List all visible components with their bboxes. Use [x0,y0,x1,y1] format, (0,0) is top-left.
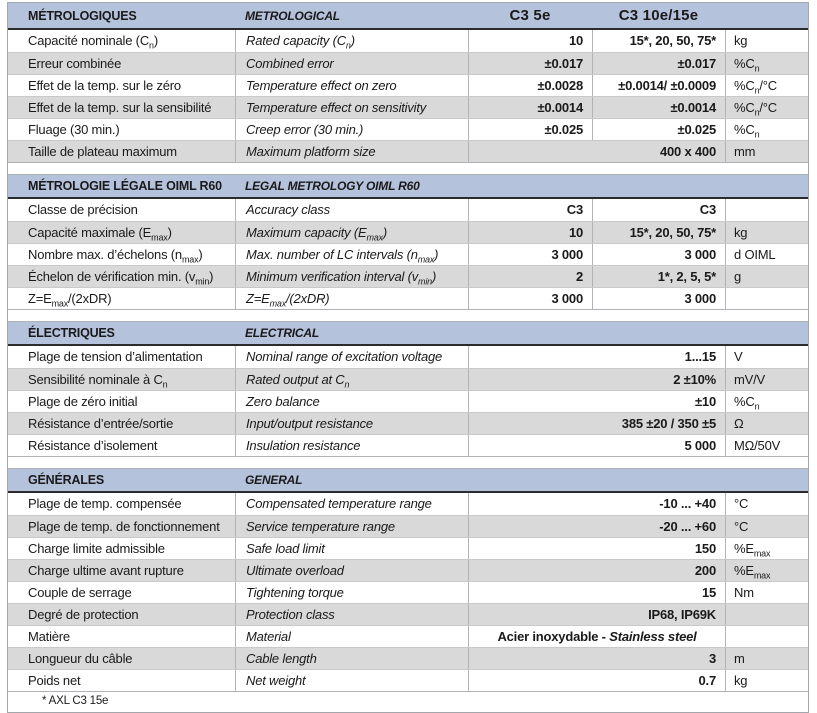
row-label-fr: Plage de temp. de fonctionnement [28,519,220,534]
row-value-model-1: ±0.017 [468,53,592,74]
row-label-fr: Échelon de vérification min. $(v_{min})$ [28,269,214,287]
row-unit: $\%C_n$ [725,53,808,74]
section-title-fr: MÉTROLOGIQUES [28,8,137,23]
row-unit: kg [725,222,808,243]
table-row [8,559,808,581]
table-row [8,96,808,118]
row-unit [725,199,808,221]
row-label-fr: Longueur du câble [28,651,133,666]
table-row [8,243,808,265]
table-row [8,390,808,412]
row-unit: $\%E_{max}$ [725,538,808,559]
row-unit: $\%E_{max}$ [725,560,808,581]
row-value-model-1: ±0.0028 [468,75,592,96]
row-value: 3 [468,648,725,669]
row-value: 0.7 [468,670,725,691]
row-label-en: Service temperature range [235,516,468,537]
section-title-fr: ÉLECTRIQUES [28,326,115,340]
row-label-en: Ultimate overload [235,560,468,581]
section-title-en: ELECTRICAL [245,326,319,340]
row-label-fr: Poids net [28,673,81,688]
row-label-en: Minimum verification interval $(v_{min})$ [235,266,468,287]
row-value: -20 ... +60 [468,516,725,537]
row-value: 15 [468,582,725,603]
row-label-fr: Effet de la temp. sur le zéro [28,78,181,93]
row-unit: mm [725,141,808,162]
column-header-model-2: C3 10e/15e [618,7,699,24]
row-label-en: Insulation resistance [235,435,468,456]
row-unit: °C [725,516,808,537]
row-value-model-2: ±0.017 [592,53,725,74]
row-value-model-2: 3 000 [592,288,725,309]
row-value-model-2: 15*, 20, 50, 75* [592,30,725,52]
row-label-en: Cable length [235,648,468,669]
row-value: 1...15 [468,346,725,368]
section-title-en: LEGAL METROLOGY OIML R60 [245,179,420,193]
row-value-model-1: ±0.025 [468,119,592,140]
row-value-model-1: 10 [468,222,592,243]
row-value-model-2: 15*, 20, 50, 75* [592,222,725,243]
spec-sections-container [8,3,808,692]
row-label-en: Protection class [235,604,468,625]
row-label-fr: Erreur combinée [28,56,122,71]
table-row [8,625,808,647]
section-title-en: GENERAL [245,473,303,487]
table-row [8,118,808,140]
row-label-en: Max. number of LC intervals $(n_{max})$ [235,244,468,265]
table-row [8,265,808,287]
row-label-en: Temperature effect on sensitivity [235,97,468,118]
table-row [8,287,808,309]
row-unit [725,626,808,647]
row-unit: mV/V [725,369,808,390]
row-label-fr: $Z=E_{max}/(2xDR)$ [28,291,112,309]
row-value-model-1: 10 [468,30,592,52]
row-label-fr: Effet de la temp. sur la sensibilité [28,100,212,115]
row-label-en: Material [235,626,468,647]
row-unit: kg [725,670,808,691]
table-row [8,434,808,456]
row-unit: $\%C_n/^\circ C$ [725,97,808,118]
row-label-en: Maximum capacity $(E_{max})$ [235,222,468,243]
row-label-fr: Couple de serrage [28,585,132,600]
table-row [8,199,808,221]
row-label-en: Input/output resistance [235,413,468,434]
section-header [8,322,808,346]
table-row [8,603,808,625]
section-header [8,175,808,199]
row-unit [725,288,808,309]
spec-section [8,321,808,457]
table-row [8,669,808,691]
row-unit: d OIML [725,244,808,265]
row-value: 385 ±20 / 350 ±5 [468,413,725,434]
row-label-en: Temperature effect on zero [235,75,468,96]
row-label-en: Combined error [235,53,468,74]
row-value: 200 [468,560,725,581]
row-value: 400 x 400 [468,141,725,162]
row-label-fr: Résistance d’entrée/sortie [28,416,174,431]
table-row [8,581,808,603]
row-unit: m [725,648,808,669]
column-header-model-1: C3 5e [509,7,551,24]
row-value-model-2: 1*, 2, 5, 5* [592,266,725,287]
row-label-en: Creep error (30 min.) [235,119,468,140]
row-value-model-1: 2 [468,266,592,287]
row-unit: Ω [725,413,808,434]
section-title-fr: GÉNÉRALES [28,473,104,487]
row-value-model-2: ±0.0014/ ±0.0009 [592,75,725,96]
row-value-model-1: C3 [468,199,592,221]
row-label-fr: Classe de précision [28,202,138,217]
row-unit: g [725,266,808,287]
section-title-en: METROLOGICAL [245,8,340,23]
table-row [8,493,808,515]
row-label-fr: Résistance d’isolement [28,438,158,453]
row-value: 150 [468,538,725,559]
spec-section [8,174,808,310]
row-label-fr: Plage de zéro initial [28,394,138,409]
row-label-en: $Z=E_{max}/(2xDR)$ [235,288,468,309]
row-label-fr: Plage de temp. compensée [28,496,182,511]
row-value: ±10 [468,391,725,412]
row-label-fr: Nombre max. d’échelons $(n_{max})$ [28,247,203,265]
row-unit: kg [725,30,808,52]
table-row [8,30,808,52]
row-label-fr: Charge ultime avant rupture [28,563,184,578]
row-label-fr: Capacité nominale $(C_n)$ [28,33,158,51]
row-label-en: Nominal range of excitation voltage [235,346,468,368]
row-label-fr: Sensibilité nominale à $C_n$ [28,372,168,390]
row-value: Acier inoxydable - Stainless steel [468,626,725,647]
row-unit: MΩ/50V [725,435,808,456]
row-value-model-2: ±0.025 [592,119,725,140]
row-label-en: Tightening torque [235,582,468,603]
table-row [8,140,808,162]
row-label-fr: Matière [28,629,70,644]
table-row [8,647,808,669]
row-label-en: Net weight [235,670,468,691]
table-row [8,412,808,434]
table-row [8,52,808,74]
row-label-fr: Degré de protection [28,607,139,622]
row-label-fr: Taille de plateau maximum [28,144,177,159]
row-label-fr: Capacité maximale $(E_{max})$ [28,225,172,243]
row-value-model-1: 3 000 [468,244,592,265]
row-unit: Nm [725,582,808,603]
section-title-fr: MÉTROLOGIE LÉGALE OIML R60 [28,179,222,193]
row-value: 2 ±10% [468,369,725,390]
row-label-fr: Plage de tension d’alimentation [28,349,203,364]
row-label-fr: Charge limite admissible [28,541,165,556]
row-value-model-1: 3 000 [468,288,592,309]
table-row [8,537,808,559]
spec-section [8,3,808,163]
row-label-en: Maximum platform size [235,141,468,162]
section-header [8,3,808,30]
row-unit: V [725,346,808,368]
row-label-en: Safe load limit [235,538,468,559]
table-row [8,221,808,243]
row-unit: °C [725,493,808,515]
row-label-en: Accuracy class [235,199,468,221]
section-header [8,469,808,493]
row-unit: $\%C_n$ [725,391,808,412]
table-row [8,346,808,368]
row-label-fr: Fluage (30 min.) [28,122,120,137]
row-value-model-1: ±0.0014 [468,97,592,118]
spec-sheet [7,2,809,713]
row-unit [725,604,808,625]
row-value: IP68, IP69K [468,604,725,625]
row-label-en: Compensated temperature range [235,493,468,515]
footnote: * AXL C3 15e [8,692,808,712]
row-label-en: Rated output at $C_n$ [235,369,468,390]
row-label-en: Zero balance [235,391,468,412]
row-value-model-2: 3 000 [592,244,725,265]
row-unit: $\%C_n$ [725,119,808,140]
row-value-model-2: ±0.0014 [592,97,725,118]
row-unit: $\%C_n/^\circ C$ [725,75,808,96]
table-row [8,368,808,390]
table-row [8,515,808,537]
table-row [8,74,808,96]
row-value: 5 000 [468,435,725,456]
spec-section [8,468,808,692]
row-label-en: Rated capacity $(C_n)$ [235,30,468,52]
row-value: -10 ... +40 [468,493,725,515]
row-value-model-2: C3 [592,199,725,221]
